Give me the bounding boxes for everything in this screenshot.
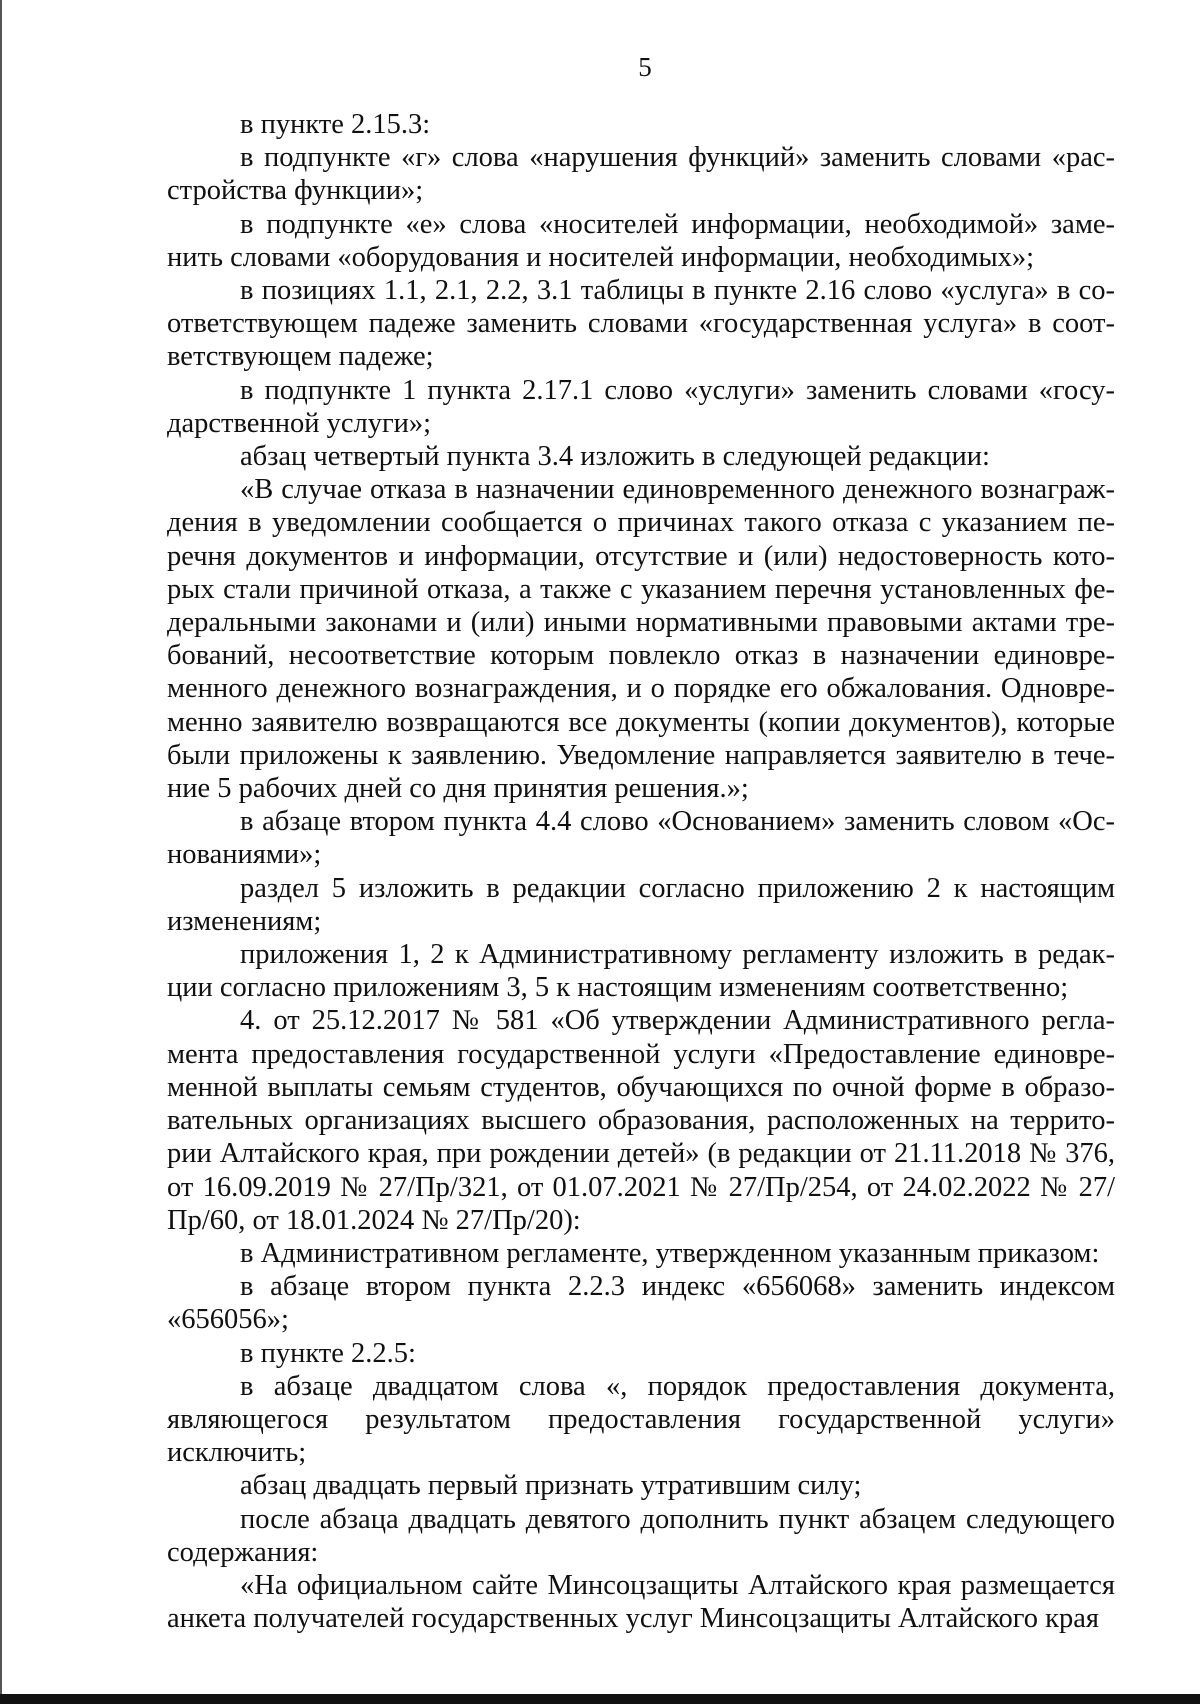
scan-left-edge [0,0,2,1704]
paragraph: раздел 5 изложить в редакции согласно приложению 2 к настоящим изменениям; [167,872,1115,937]
paragraph: в пункте 2.2.5: [240,1337,416,1369]
paragraph: в абзаце втором пункта 2.2.3 индекс «656068» заменить индексом «656056»; [167,1271,1115,1336]
paragraph: в абзаце втором пункта 4.4 слово «Основанием» заменить словом «Основаниями»; [167,806,1115,871]
paragraph: «На официальном сайте Минсоцзащиты Алтайского края размещается анкета получателей государственных услуг Минсоцзащиты Алтайского края [167,1569,1115,1635]
scan-bottom-edge [0,1694,1200,1704]
paragraph: в пункте 2.15.3: [240,109,431,140]
paragraph: в абзаце двадцатом слова «, порядок предоставления документа, являющегося результатом предоставления государственной услуги» исключить; [167,1370,1115,1469]
paragraph: в Административном регламенте, утвержденном указанным приказом: [240,1237,1100,1269]
paragraph: в подпункте 1 пункта 2.17.1 слово «услуги» заменить словами «государственной услуги»; [167,374,1115,439]
document-body [167,108,1115,1635]
paragraph: приложения 1, 2 к Административному регламенту изложить в редакции согласно приложениям 3, 5 к настоящим изменениям соответственно; [167,939,1115,1004]
paragraph: 4. от 25.12.2017 № 581 «Об утверждении Административного регламента предоставления государственной услуги «Предоставление единовременной выплаты семьям студентов, обучающихся по очной форме в образовательных организациях высшего образования, расположенных на территории Алтайского края, при рождении детей» (в редакции от 21.11.2018 № 376, от 16.09.2019 № 27/Пр/321, от 01.07.2021 № 27/Пр/254, от 24.02.2022 № 27/Пр/60, от 18.01.2024 № 27/Пр/20): [167,1005,1115,1236]
paragraph: «В случае отказа в назначении единовременного денежного вознаграждения в уведомлении сообщается о причинах такого отказа с указанием перечня документов и информации, отсутствие и (или) недостоверность которых стали причиной отказа, а также с указанием перечня установленных федеральными законами и (или) иными нормативными правовыми актами требований, несоответствие которым повлекло отказ в назначении единовременного денежного вознаграждения, и о порядке его обжалования. Одновременно заявителю возвращаются все документы (копии документов), которые были приложены к заявлению. Уведомление направляется заявителю в течение 5 рабочих дней со дня принятия решения.»; [167,474,1115,805]
paragraph: в подпункте «е» слова «носителей информации, необходимой» заменить словами «оборудования и носителей информации, необходимых»; [167,208,1115,273]
page-number: 5 [638,52,652,82]
paragraph: абзац четвертый пункта 3.4 изложить в следующей редакции: [240,441,990,473]
paragraph: в позициях 1.1, 2.1, 2.2, 3.1 таблицы в пункте 2.16 слово «услуга» в соответствующем падеже заменить словами «государственная услуга» в соответствующем падеже; [167,275,1115,373]
paragraph: абзац двадцать первый признать утратившим силу; [240,1470,862,1502]
paragraph: после абзаца двадцать девятого дополнить пункт абзацем следующего содержания: [167,1503,1115,1568]
paragraph: в подпункте «г» слова «нарушения функций» заменить словами «расстройства функции»; [167,142,1115,207]
